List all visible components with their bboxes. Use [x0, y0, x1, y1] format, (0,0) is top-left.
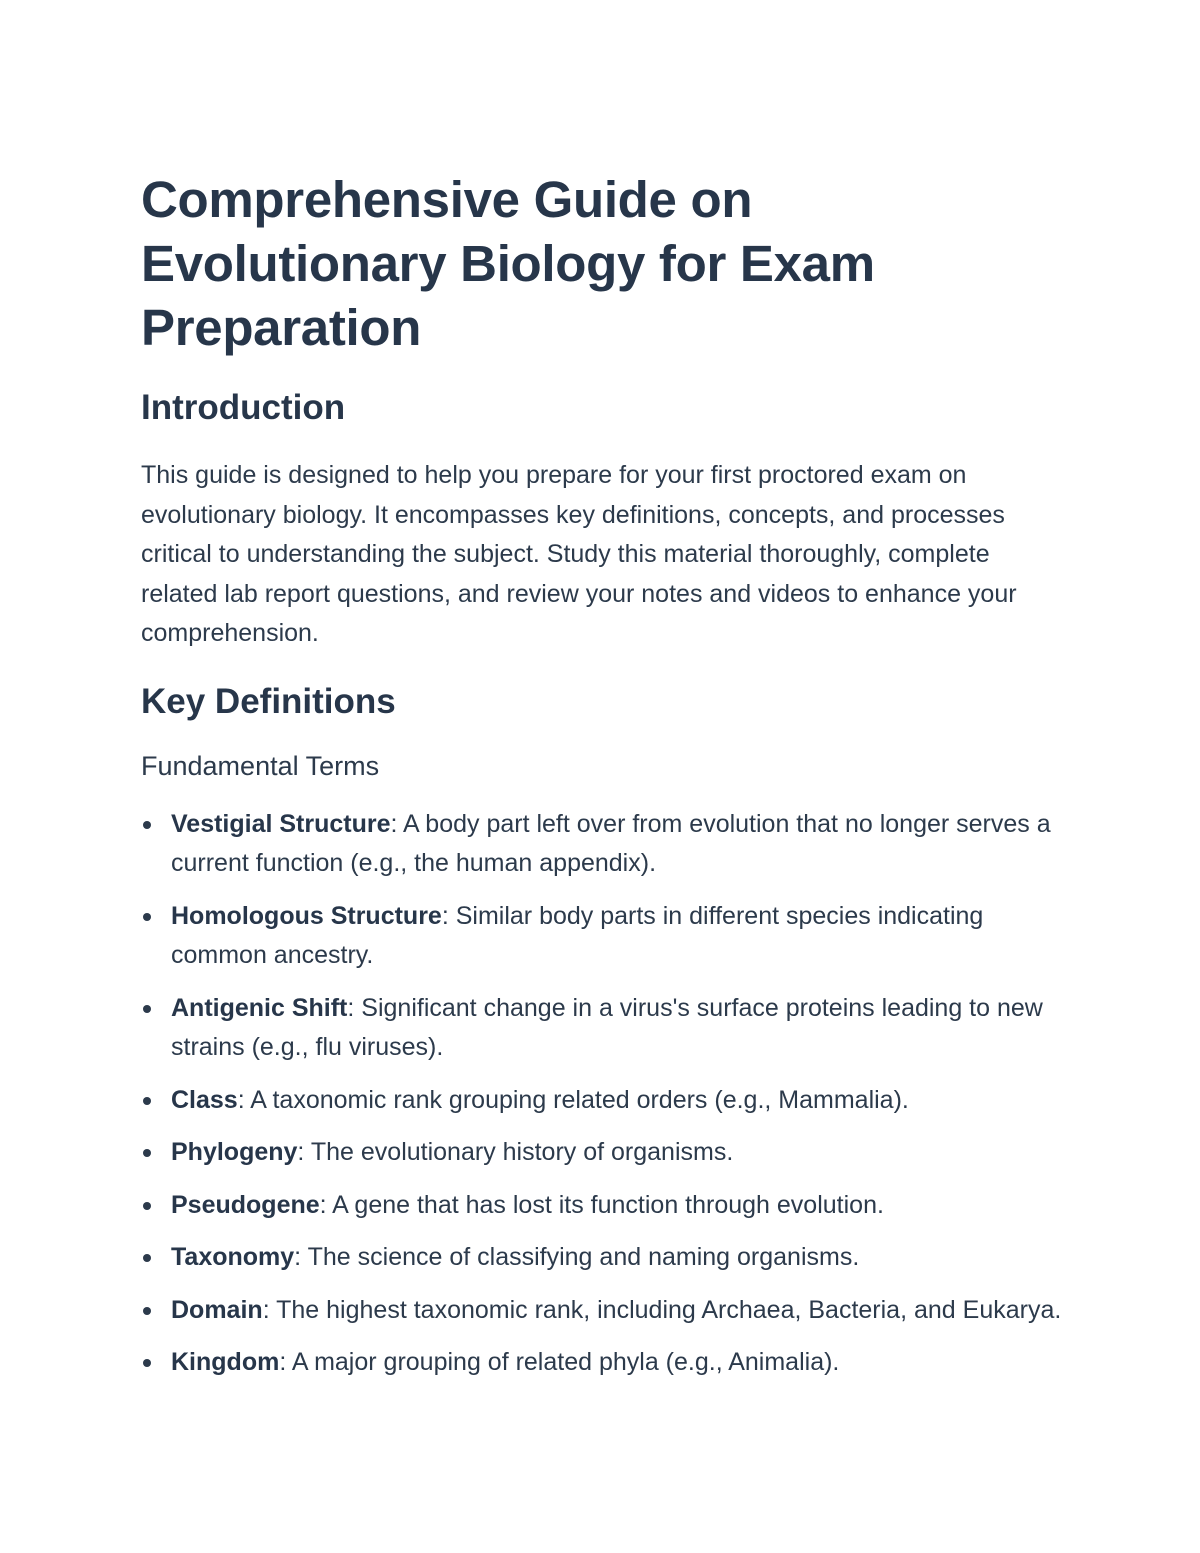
bullet-icon	[143, 1202, 151, 1210]
bullet-icon	[143, 1097, 151, 1105]
definition-term: Taxonomy	[171, 1243, 295, 1271]
fundamental-terms-subheading: Fundamental Terms	[141, 750, 380, 781]
list-item	[141, 1186, 1071, 1226]
bullet-icon	[143, 1005, 151, 1013]
definition-text: : Similar body parts in different species indicating common ancestry.	[171, 901, 984, 969]
list-item	[141, 989, 1071, 1068]
bullet-icon	[143, 1254, 151, 1262]
definition-text: : Significant change in a virus's surface proteins leading to new strains (e.g., flu viruses).	[171, 993, 1043, 1061]
definition-text: : A taxonomic rank grouping related orders (e.g., Mammalia).	[237, 1085, 909, 1114]
definition-text: : The highest taxonomic rank, including Archaea, Bacteria, and Eukarya.	[262, 1295, 1062, 1324]
list-item	[141, 1343, 1071, 1383]
list-item	[141, 1238, 1071, 1278]
definition-text: : A major grouping of related phyla (e.g., Animalia).	[279, 1348, 840, 1376]
introduction-paragraph: This guide is designed to help you prepare for your first proctored exam on evolutionary biology. It encompasses key definitions, concepts, and processes critical to understanding the subject. Study this material thoroughly, complete related lab report questions, and review your notes and videos to enhance your comprehension.	[141, 461, 1017, 647]
bullet-icon	[143, 821, 151, 829]
definition-term: Antigenic Shift	[171, 993, 348, 1022]
bullet-icon	[143, 1359, 151, 1367]
definition-text: : The science of classifying and naming organisms.	[294, 1243, 860, 1271]
bullet-icon	[143, 913, 151, 921]
definition-text: : A gene that has lost its function through evolution.	[319, 1190, 884, 1219]
definition-term: Phylogeny	[171, 1138, 298, 1166]
list-item	[141, 805, 1071, 884]
definition-term: Pseudogene	[171, 1190, 320, 1219]
definition-term: Domain	[171, 1295, 263, 1324]
document-title: Comprehensive Guide on Evolutionary Biology for Exam Preparation	[141, 171, 875, 356]
introduction-heading: Introduction	[141, 388, 346, 427]
definition-text: : A body part left over from evolution that no longer serves a current function (e.g., the human appendix).	[171, 809, 1051, 877]
list-item	[141, 1291, 1071, 1331]
list-item	[141, 1081, 1071, 1121]
definition-term: Class	[171, 1085, 238, 1114]
definition-text: : The evolutionary history of organisms.	[297, 1138, 734, 1166]
bullet-icon	[143, 1149, 151, 1157]
definition-term: Vestigial Structure	[171, 809, 391, 838]
list-item	[141, 897, 1071, 976]
key-definitions-heading: Key Definitions	[141, 681, 396, 721]
definition-term: Homologous Structure	[171, 901, 442, 930]
definition-term: Kingdom	[171, 1348, 280, 1376]
document-page	[141, 168, 1071, 1396]
definitions-list	[141, 805, 1071, 1383]
list-item	[141, 1133, 1071, 1173]
bullet-icon	[143, 1307, 151, 1315]
